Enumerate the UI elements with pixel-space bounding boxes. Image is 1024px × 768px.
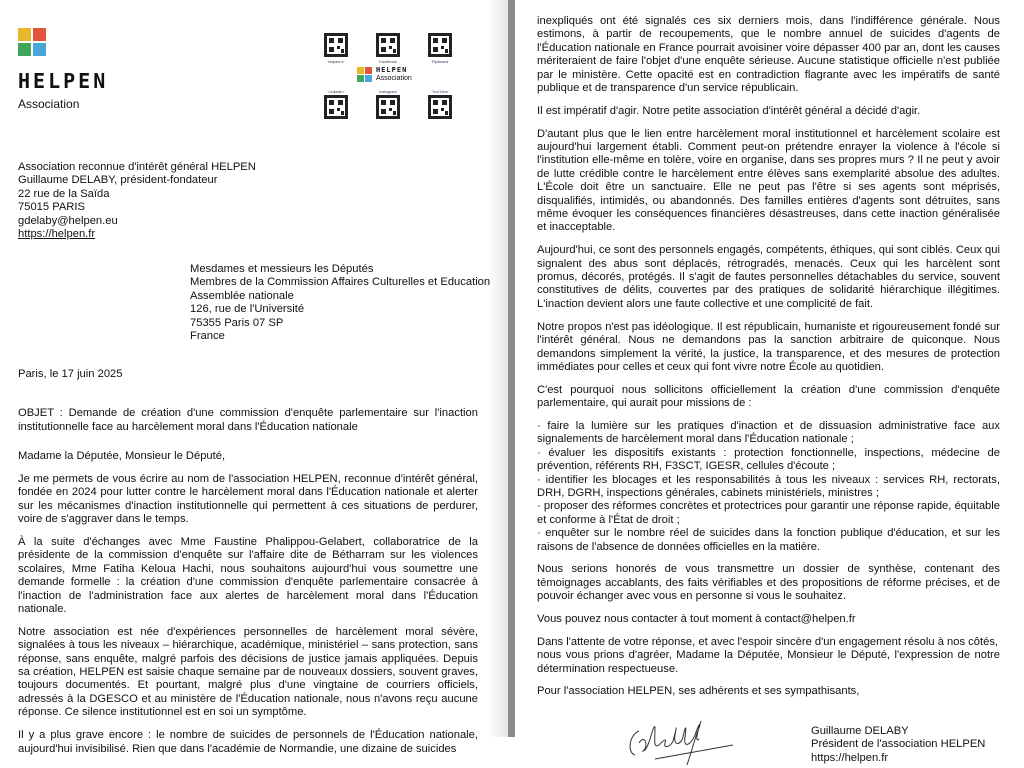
signature-row — [537, 713, 1000, 768]
puzzle-logo-icon — [357, 67, 373, 83]
logo-subtitle: Association — [376, 75, 412, 82]
qr-label: Instagram — [379, 89, 397, 94]
letter-body-page-1 — [18, 368, 478, 765]
recipient-line: 75355 Paris 07 SP — [190, 316, 284, 329]
paragraph: inexpliqués ont été signalés ces six derniers mois, dans l'indifférence générale. Nous estimons, à partir de recoupements, que le nombre annuel de suicides d'agents de l'Éducation nationale en France pourrait avoisiner voire dépasser 400 par an, dont les causes mériteraient de faire l'objet d'une enquête sérieuse. Aucune statistique officielle n'est publiée par le ministère. Cette opacité est en contradiction flagrante avec les impératifs de santé publique et de transparence d'un service républicain. — [537, 15, 1000, 95]
helpen-logo — [18, 28, 108, 111]
sender-line: Association reconnue d'intérêt général HELPEN — [18, 161, 256, 173]
qr-label: Pipboard — [431, 59, 448, 64]
page-divider — [508, 0, 515, 737]
qr-label: LinkedIn — [328, 89, 344, 94]
closing-formula — [537, 636, 1000, 676]
letter-subject: OBJET : Demande de création d'une commission d'enquête parlementaire sur l'inaction institutionnelle face au harcèlement moral dans l'Éducation nationale — [18, 407, 478, 433]
mission-item: · évaluer les dispositifs existants : protection fonctionnelle, inspections, médecine de prévention, référents RH, F3SCT, IGESR, cellules d'écoute ; — [537, 446, 1000, 473]
recipient-line: France — [190, 330, 225, 343]
qr-code-icon[interactable] — [324, 33, 348, 57]
signatory-name: Guillaume DELABY — [811, 724, 909, 737]
mission-item: · identifier les blocages et les responsabilités à tous les niveaux : services RH, rectorats, DRH, DGRH, inspections générales, cabinets ministériels, ministres ; — [537, 473, 1000, 499]
paragraph: Je me permets de vous écrire au nom de l'association HELPEN, reconnue d'intérêt général, fondée en 2024 pour lutter contre le harcèlement moral dans l'Éducation nationale et alerter sur les mécanismes d'inaction institutionnelle qui permettent à ces situations de perdurer, voire de s'aggraver dans le temps. — [18, 473, 478, 526]
paragraph: Il est impératif d'agir. Notre petite association d'intérêt général a décidé d'agir. — [537, 104, 921, 117]
qr-code-icon[interactable] — [376, 95, 400, 119]
paragraph: D'autant plus que le lien entre harcèlement moral institutionnel et harcèlement scolaire est aujourd'hui largement établi. Comment peut-on prétendre enrayer la violence à l'école si l'institution elle-même en tolère, voire en organise, dans ses propres murs ? Il ne peut y avoir de lutte crédible contre le harcèlement entre élèves sans exemplarité absolue des adultes. L'École doit être un sanctuaire. Elle ne peut pas l'être si ses agents sont méprisés, disqualifiés, intimidés, ou abandonnés. Des familles entières d'agents sont détruites, sans même évoquer les conséquences financières désastreuses, dans cette inaction généralisée et inacceptable. — [537, 127, 1000, 234]
qr-label: helpen.fr — [328, 59, 344, 64]
letter-page-2 — [515, 0, 1024, 764]
sender-address — [18, 161, 478, 241]
sender-email: gdelaby@helpen.eu — [18, 214, 118, 227]
salutation: Madame la Députée, Monsieur le Député, — [18, 450, 226, 463]
sender-line: 22 rue de la Saïda — [18, 187, 110, 200]
sender-website-link[interactable]: https://helpen.fr — [18, 228, 96, 241]
paragraph: Aujourd'hui, ce sont des personnels engagés, compétents, éthiques, qui sont ciblés. Ceux qui signalent des abus sont déplacés, rétrogradés, menacés. Ceux qui les harcèlent sont promus, décorés, protégés. Il s'agit de fautes personnelles détachables du service, souvent constitutives de délits, couvertes par des pratiques de solidarité hiérarchique illégitimes. L'inaction devient alors une faute collective et une complicité de fait. — [537, 244, 1000, 310]
qr-code-icon[interactable] — [428, 33, 452, 57]
paragraph: Nous serions honorés de vous transmettre un dossier de synthèse, contenant des témoignages accablants, des faits vérifiables et des propositions de réforme précises, et de pouvoir échanger avec vous en personne si vous le souhaitez. — [537, 563, 1000, 603]
contact-line: Vous pouvez nous contacter à tout moment à contact@helpen.fr — [537, 612, 856, 625]
signature-block — [811, 725, 985, 765]
signatory-title: Président de l'association HELPEN — [811, 738, 986, 751]
paragraph: À la suite d'échanges avec Mme Faustine Phalippou-Gelabert, collaboratrice de la présidente de la commission d'enquête sur l'affaire dite de Bétharram sur les violences scolaires, Mme Fatiha Keloua Hachi, nous souhaitons aujourd'hui vous soumettre une demande formelle : la création d'une commission d'enquête parlementaire consacrée à l'inaction de l'administration face aux alertes de harcèlement moral dans l'Éducation nationale. — [18, 536, 478, 616]
letter-body-page-2 — [537, 15, 1000, 768]
qr-code-icon[interactable] — [376, 33, 400, 57]
mission-item: · proposer des réformes concrètes et protectrices pour garantir une réponse rapide, équitable et conforme à l'État de droit ; — [537, 500, 1000, 526]
qr-code-icon[interactable] — [428, 95, 452, 119]
qr-label: YouTube — [432, 89, 448, 94]
paragraph: Notre association est née d'expériences personnelles de harcèlement moral sévère, signalées à tous les niveaux – hiérarchique, académique, ministériel – sans protection, sans réponse, sans enquête, malgré parfois des décisions de justice jamais appliquées. Depuis sa création, HELPEN est saisie chaque semaine par de nouveaux dossiers, souvent graves, toujours documentés. Et pourtant, malgré plus d'une vingtaine de courriers officiels, adressés à la DGESCO et au ministère de l'Éducation nationale, nous n'avons reçu aucune réponse. Ce silence institutionnel est en soi un symptôme. — [18, 625, 478, 719]
missions-list — [537, 420, 1000, 554]
recipient-line: 126, rue de l'Université — [190, 303, 305, 316]
paragraph: Notre propos n'est pas idéologique. Il est républicain, humaniste et rigoureusement fondé sur l'intérêt général. Nous ne demandons pas la sanction arbitraire de quiconque. Nous demandons simplement la vérité, la justice, la transparence, et des mesures de protection immédiates pour celles et ceux qui font vivre notre École au quotidien. — [537, 320, 1000, 373]
letter-page-1 — [0, 0, 508, 755]
recipient-line: Assemblée nationale — [190, 289, 294, 302]
sender-line: 75015 PARIS — [18, 201, 85, 214]
closing-for: Pour l'association HELPEN, ses adhérents et ses sympathisants, — [537, 685, 860, 698]
puzzle-logo-icon — [18, 28, 48, 58]
signatory-website-link[interactable]: https://helpen.fr — [811, 751, 889, 764]
recipient-line: Membres de la Commission Affaires Culturelles et Education — [190, 276, 491, 289]
paragraph: C'est pourquoi nous sollicitons officiellement la création d'une commission d'enquête parlementaire, qui aurait pour missions de : — [537, 383, 1000, 410]
recipient-line: Mesdames et messieurs les Députés — [190, 263, 374, 275]
recipient-address — [190, 263, 500, 343]
logo-name: HELPEN — [18, 69, 109, 93]
mission-item: · enquêter sur le nombre réel de suicides dans la fonction publique d'éducation, et sur les raisons de l'absence de données officielles en la matière. — [537, 527, 1000, 553]
letter-date: Paris, le 17 juin 2025 — [18, 368, 123, 380]
sender-line: Guillaume DELABY, président-fondateur — [18, 174, 218, 187]
paragraph: Il y a plus grave encore : le nombre de suicides de personnels de l'Éducation nationale, aujourd'hui invisibilisé. Rien que dans l'académie de Normandie, une dizaine de suicides — [18, 729, 478, 755]
qr-label: Facebook — [379, 59, 397, 64]
small-helpen-logo — [357, 66, 412, 83]
closing-line: Dans l'attente de votre réponse, et avec l'espoir sincère d'un engagement résolu à nos côtés, — [537, 635, 999, 648]
mission-item: · faire la lumière sur les pratiques d'inaction et de dissuasion administrative face aux signalements de harcèlement moral dans l'Éducation nationale ; — [537, 419, 1000, 446]
logo-subtitle: Association — [18, 97, 80, 111]
handwritten-signature — [625, 713, 745, 768]
closing-line: nous vous prions d'agréer, Madame la Députée, Monsieur le Député, l'expression de notre détermination respectueuse. — [537, 649, 1000, 675]
logo-name: HELPEN — [376, 66, 408, 74]
qr-code-icon[interactable] — [324, 95, 348, 119]
